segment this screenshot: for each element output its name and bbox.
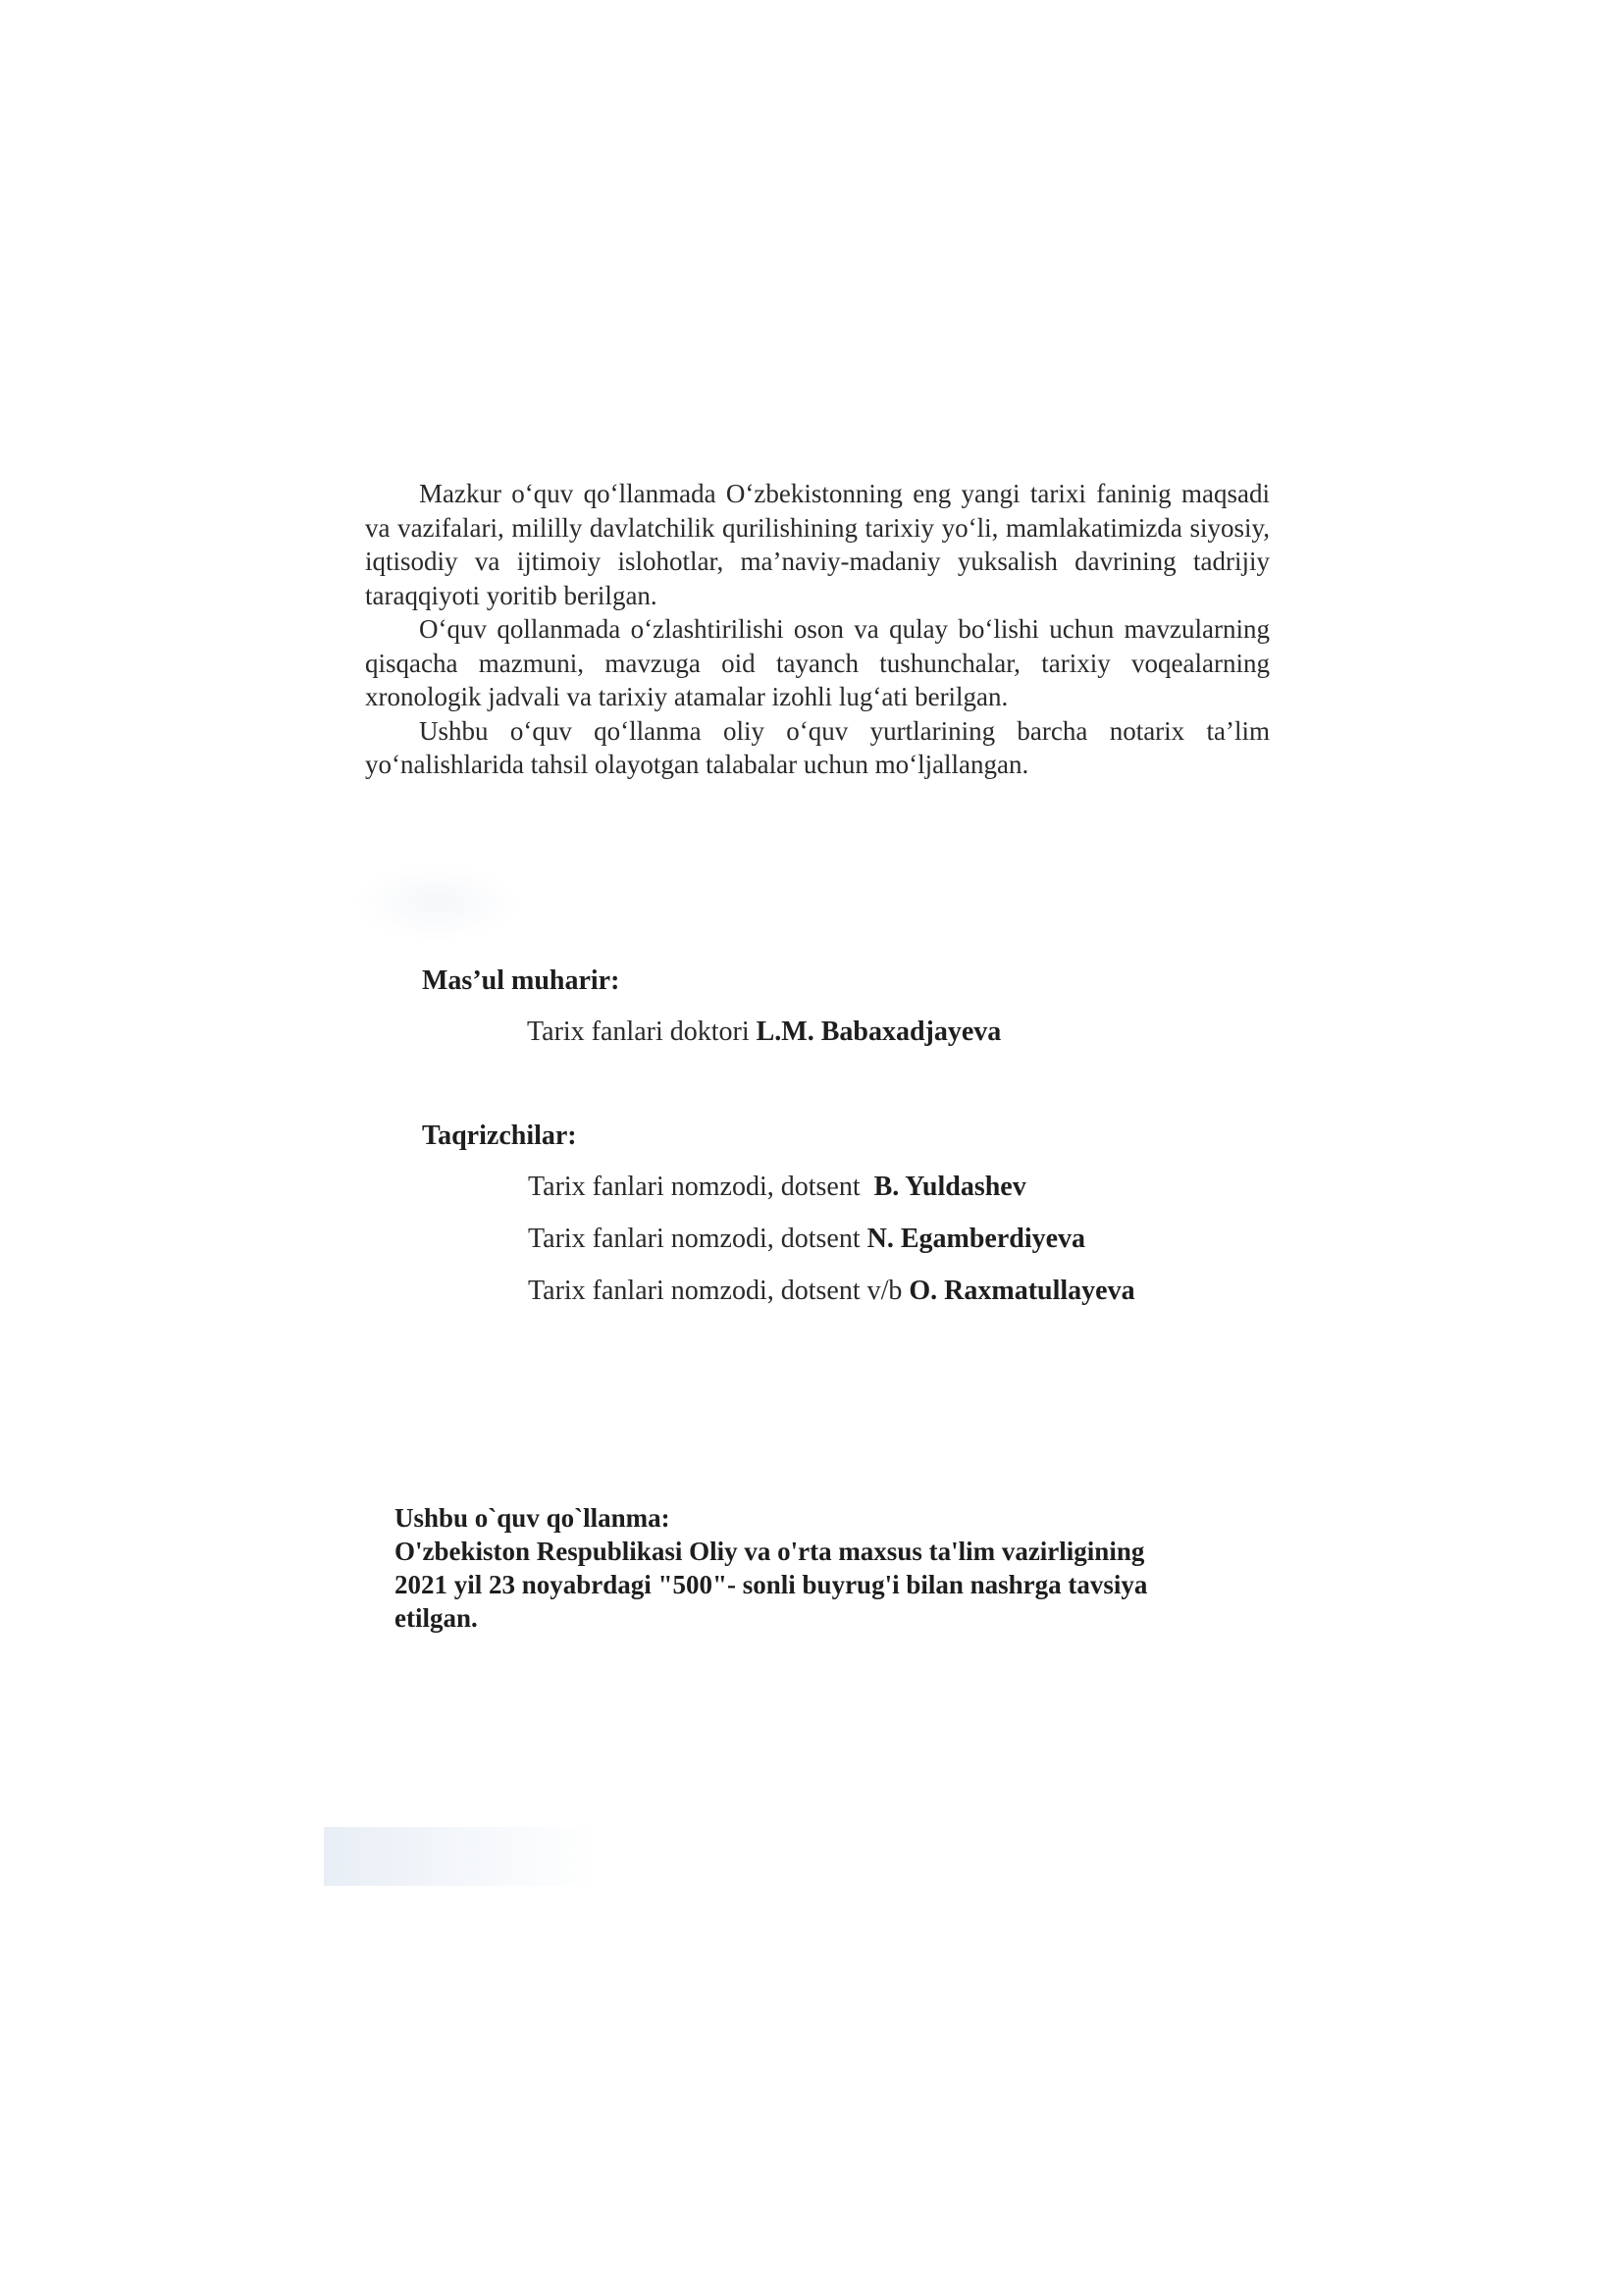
editor-label: Mas’ul muharir:: [422, 965, 620, 996]
abstract-paragraph-3: Ushbu o‘quv qo‘llanma oliy o‘quv yurtlarining barcha notarix ta’lim yo‘nalishlarida tahsil olayotgan talabalar uchun mo‘ljallangan.: [365, 715, 1270, 779]
reviewer-line: [528, 1172, 1026, 1203]
reviewer-name: O. Raxmatullayeva: [909, 1276, 1135, 1306]
reviewer-line: [528, 1224, 1085, 1255]
approval-line: 2021 yil 23 noyabrdagi "500"- sonli buyrug'i bilan nashrga tavsiya: [394, 1570, 1148, 1599]
reviewers-label: Taqrizchilar:: [422, 1121, 577, 1151]
reviewer-name: N. Egamberdiyeva: [866, 1224, 1086, 1254]
abstract-paragraph-1: Mazkur o‘quv qo‘llanmada O‘zbekistonning eng yangi tarixi faninig maqsadi va vazifalari, mililly davlatchilik qurilishining tarixiy yo‘li, mamlakatimizda siyosiy, iqtisodiy va ijtimoiy islohotlar, ma’naviy-madaniy yuksalish davrining tadrijiy taraqqiyoti yoritib berilgan.: [365, 479, 1270, 610]
approval-line: etilgan.: [394, 1603, 478, 1633]
reviewer-name: B. Yuldashev: [873, 1172, 1026, 1202]
editor-credit: [527, 1017, 1001, 1048]
reviewer-line: [528, 1276, 1135, 1307]
scan-smudge: [324, 1827, 599, 1886]
abstract-paragraph-2: O‘quv qollanmada o‘zlashtirilishi oson va qulay bo‘lishi uchun mavzularning qisqacha mazmuni, mavzuga oid tayanch tushunchalar, tarixiy voqealarning xronologik jadvali va tarixiy atamalar izohli lug‘ati berilgan.: [365, 614, 1270, 711]
approval-line: O'zbekiston Respublikasi Oliy va o'rta maxsus ta'lim vazirligining: [394, 1537, 1145, 1566]
reviewer-title: Tarix fanlari nomzodi, dotsent: [528, 1224, 861, 1254]
reviewer-title: Tarix fanlari nomzodi, dotsent: [528, 1172, 861, 1202]
editor-name: L.M. Babaxadjayeva: [756, 1017, 1002, 1047]
scan-smudge: [353, 863, 520, 942]
editor-title: Tarix fanlari doktori: [527, 1017, 750, 1047]
approval-note: [394, 1501, 1278, 1635]
abstract-text: [365, 477, 1270, 782]
approval-line: Ushbu o`quv qo`llanma:: [394, 1503, 670, 1533]
reviewer-title: Tarix fanlari nomzodi, dotsent v/b: [528, 1276, 903, 1306]
